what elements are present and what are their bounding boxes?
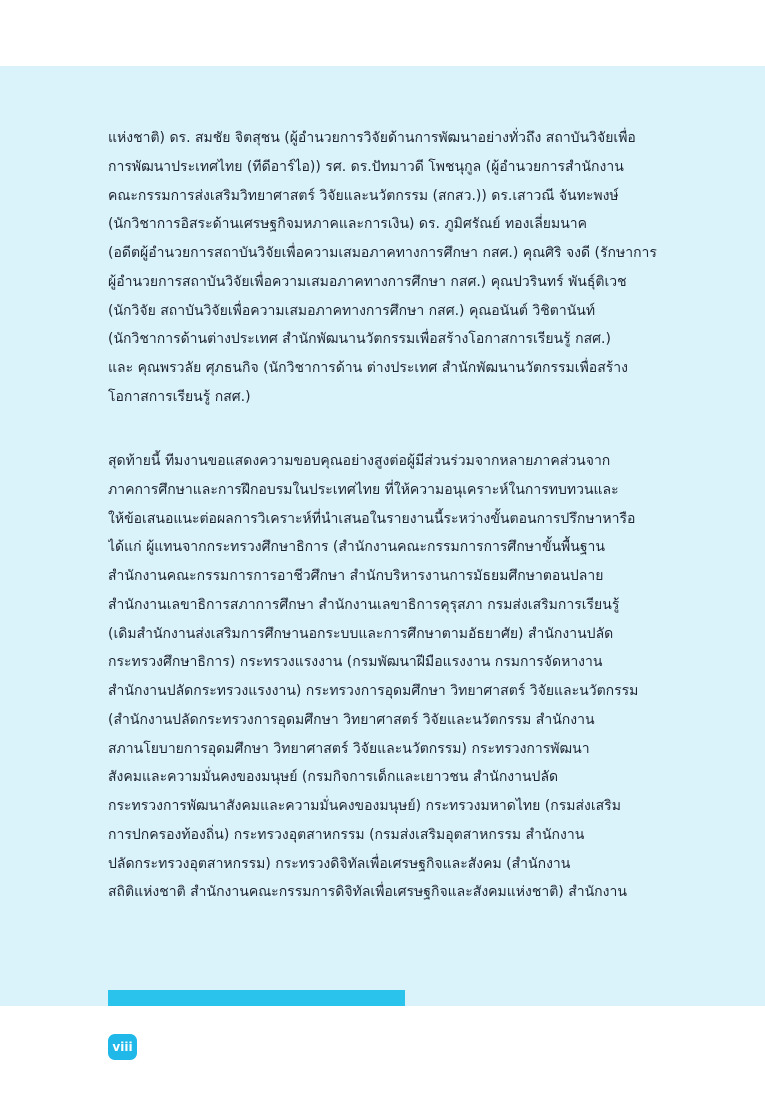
text-line: สภานโยบายการอุดมศึกษา วิทยาศาสตร์ วิจัยและนวัตกรรม) กระทรวงการพัฒนา [108, 740, 590, 757]
text-line: (สำนักงานปลัดกระทรวงการอุดมศึกษา วิทยาศาสตร์ วิจัยและนวัตกรรม สำนักงาน [108, 711, 595, 728]
text-line: ปลัดกระทรวงอุตสาหกรรม) กระทรวงดิจิทัลเพื่อเศรษฐกิจและสังคม (สำนักงาน [108, 855, 571, 872]
text-line: สังคมและความมั่นคงของมนุษย์ (กรมกิจการเด็กและเยาวชน สำนักงานปลัด [108, 769, 559, 786]
text-line: สำนักงานปลัดกระทรวงแรงงาน) กระทรวงการอุดมศึกษา วิทยาศาสตร์ วิจัยและนวัตกรรม [108, 683, 639, 699]
text-line: สำนักงานเลขาธิการสภาการศึกษา สำนักงานเลขาธิการคุรุสภา กรมส่งเสริมการเรียนรู้ [108, 596, 620, 613]
text-line: (เดิมสำนักงานส่งเสริมการศึกษานอกระบบและการศึกษาตามอัธยาศัย) สำนักงานปลัด [108, 625, 614, 642]
text-line: ผู้อำนวยการสถาบันวิจัยเพื่อความเสมอภาคทางการศึกษา กสศ.) คุณปวรินทร์ พันธุ์ติเวช [108, 273, 627, 290]
text-line: (นักวิชาการด้านต่างประเทศ สำนักพัฒนานวัตกรรมเพื่อสร้างโอกาสการเรียนรู้ กสศ.) [108, 331, 611, 348]
text-line: การปกครองท้องถิ่น) กระทรวงอุตสาหกรรม (กรมส่งเสริมอุตสาหกรรม สำนักงาน [108, 826, 585, 843]
text-line: ได้แก่ ผู้แทนจากกระทรวงศึกษาธิการ (สำนักงานคณะกรรมการการศึกษาขั้นพื้นฐาน [108, 539, 605, 556]
text-line: สถิติแห่งชาติ สำนักงานคณะกรรมการดิจิทัลเพื่อเศรษฐกิจและสังคมแห่งชาติ) สำนักงาน [108, 884, 627, 901]
paragraph-acknowledgement-1 [108, 124, 658, 412]
text-line: กระทรวงการพัฒนาสังคมและความมั่นคงของมนุษย์) กระทรวงมหาดไทย (กรมส่งเสริม [108, 798, 621, 814]
text-line: สำนักงานคณะกรรมการการอาชีวศึกษา สำนักบริหารงานการมัธยมศึกษาตอนปลาย [108, 568, 604, 584]
text-line: คณะกรรมการส่งเสริมวิทยาศาสตร์ วิจัยและนวัตกรรม (สกสว.)) ดร.เสาวณี จันทะพงษ์ [108, 187, 619, 204]
text-line: กระทรวงศึกษาธิการ) กระทรวงแรงงาน (กรมพัฒนาฝีมือแรงงาน กรมการจัดหางาน [108, 654, 603, 671]
text-line: การพัฒนาประเทศไทย (ทีดีอาร์ไอ)) รศ. ดร.ปัทมาวดี โพชนุกูล (ผู้อำนวยการสำนักงาน [108, 158, 624, 175]
text-line: (อดีตผู้อำนวยการสถาบันวิจัยเพื่อความเสมอภาคทางการศึกษา กสศ.) คุณศิริ จงดี (รักษาการ [108, 245, 657, 261]
text-line: (นักวิจัย สถาบันวิจัยเพื่อความเสมอภาคทางการศึกษา กสศ.) คุณอนันต์ วิชิตานันท์ [108, 302, 596, 319]
footer-accent-bar [108, 990, 405, 1006]
text-line: (นักวิชาการอิสระด้านเศรษฐกิจมหภาคและการเงิน) ดร. ภูมิศรัณย์ ทองเลี่ยมนาค [108, 216, 588, 233]
text-line: และ คุณพรวลัย ศุภธนกิจ (นักวิชาการด้าน ต่างประเทศ สำนักพัฒนานวัตกรรมเพื่อสร้าง [108, 360, 628, 376]
paragraph-acknowledgement-2 [108, 447, 658, 907]
text-line: ภาคการศึกษาและการฝึกอบรมในประเทศไทย ที่ให้ความอนุเคราะห์ในการทบทวนและ [108, 481, 619, 498]
text-line: แห่งชาติ) ดร. สมชัย จิตสุชน (ผู้อำนวยการวิจัยด้านการพัฒนาอย่างทั่วถึง สถาบันวิจัยเพื่อ [108, 130, 636, 146]
text-line: สุดท้ายนี้ ทีมงานขอแสดงความขอบคุณอย่างสูงต่อผู้มีส่วนร่วมจากหลายภาคส่วนจาก [108, 453, 611, 469]
text-line: ให้ข้อเสนอแนะต่อผลการวิเคราะห์ที่นำเสนอในรายงานนี้ระหว่างขั้นตอนการปรึกษาหารือ [108, 510, 636, 527]
text-line: โอกาสการเรียนรู้ กสศ.) [108, 388, 251, 405]
page-number-badge: viii [108, 1034, 137, 1060]
